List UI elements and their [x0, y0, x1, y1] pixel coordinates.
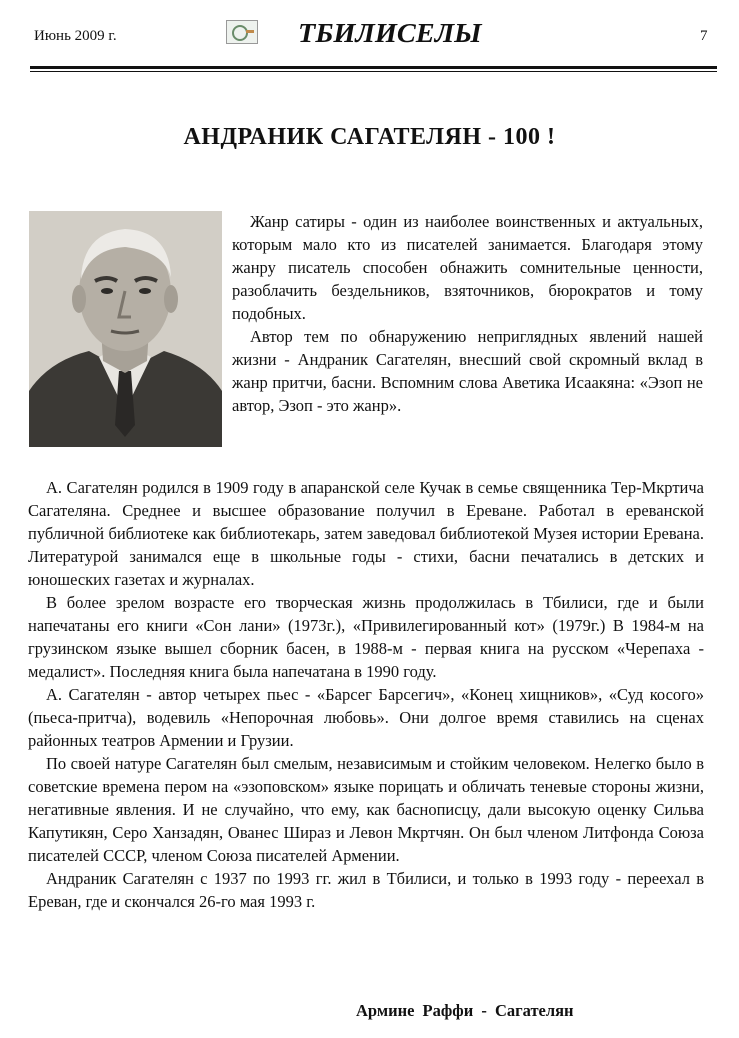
article-body: [28, 476, 704, 913]
issue-date: Июнь 2009 г.: [34, 28, 117, 44]
page-header: [0, 0, 739, 72]
body-paragraph: А. Сагателян родился в 1909 году в апаранской селе Кучак в семье священника Тер-Мкртича Сагателяна. Среднее и высшее образование получил в Ереване. Работал в ереванской публичной библиотеке как библиотекарь, затем заведовал библиотекой Музея истории Еревана. Литературой занимался еще в школьные годы - стихи, басни печатались в детских и юношеских газетах и журналах.: [28, 478, 704, 589]
newspaper-masthead: ТБИЛИСЕЛЫ: [298, 18, 482, 48]
header-rule-thin: [30, 71, 717, 72]
article-intro: [232, 210, 703, 417]
header-rule-thick: [30, 66, 717, 69]
body-paragraph: Андраник Сагателян с 1937 по 1993 гг. жил в Тбилиси, и только в 1993 году - переехал в Ереван, где и скончался 26-го мая 1993 г.: [28, 869, 704, 911]
body-paragraph: В более зрелом возрасте его творческая жизнь продолжилась в Тбилиси, где и были напечатаны его книги «Сон лани» (1973г.), «Привилегированный кот» (1979г.) В 1984-м на грузинском языке вышел сборник басен, в 1988-м - первая книга на русском «Черепаха - медалист». Последняя книга была напечатана в 1990 году.: [28, 593, 704, 681]
author-portrait-photo: [29, 211, 222, 447]
society-emblem-icon: [226, 20, 258, 44]
article-signature: Армине Раффи - Сагателян: [356, 1001, 574, 1020]
body-paragraph: А. Сагателян - автор четырех пьес - «Барсег Барсегич», «Конец хищников», «Суд косого» (пьеса-притча), водевиль «Непорочная любовь». Они долгое время ставились на сценах районных театров Армении и Грузии.: [28, 685, 704, 750]
body-paragraph: По своей натуре Сагателян был смелым, независимым и стойким человеком. Нелегко было в советские времена пером на «эзоповском» языке порицать и обличать теневые стороны жизни, негативные явления. И не случайно, что ему, как баснописцу, дали высокую оценку Сильва Капутикян, Серо Ханзадян, Ованес Шираз и Левон Мкртчян. Он был членом Литфонда Союза писателей СССР, членом Союза писателей Армении.: [28, 754, 704, 865]
article-title: АНДРАНИК САГАТЕЛЯН - 100 !: [183, 124, 556, 150]
intro-paragraph: Автор тем по обнаружению неприглядных явлений нашей жизни - Андраник Сагателян, внесший свой скромный вклад в жанр притчи, басни. Вспомним слова Аветика Исаакяна: «Эзоп не автор, Эзоп - это жанр».: [232, 327, 703, 415]
page-number: 7: [700, 28, 708, 44]
intro-paragraph: Жанр сатиры - один из наиболее воинственных и актуальных, которым мало кто из писателей занимается. Благодаря этому жанру писатель способен обнажить сомнительные ценности, разоблачить бездельников, взяточников, бюрократов и тому подобных.: [232, 212, 703, 323]
